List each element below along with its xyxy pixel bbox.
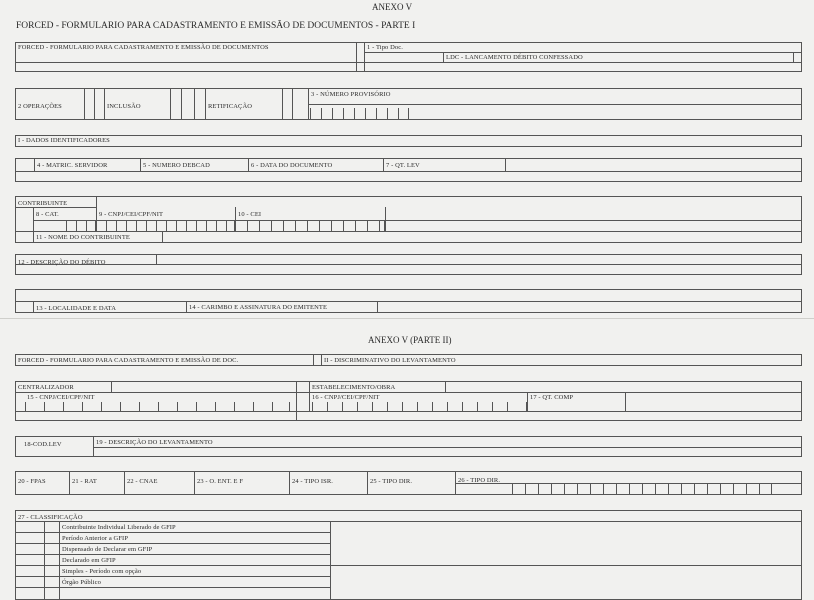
- descricao-debito-label: 12 - DESCRIÇÃO DO DÉBITO: [18, 259, 106, 266]
- inclusao-option[interactable]: INCLUSÃO: [107, 103, 141, 110]
- cnpj-label: 9 - CNPJ/CEI/CPF/NIT: [99, 211, 164, 218]
- tipo-isr-label: 24 - TIPO ISR.: [292, 478, 334, 485]
- cnpj16-label: 16 - CNPJ/CEI/CPF/NIT: [312, 394, 380, 401]
- annex-title: ANEXO V: [372, 2, 413, 12]
- classificacao-option[interactable]: Contribuinte Individual Liberado de GFIP: [62, 524, 176, 531]
- classificacao-option[interactable]: Órgão Público: [62, 579, 101, 586]
- classificacao-label: 27 - CLASSIFICAÇÃO: [18, 514, 83, 521]
- p2-form-name-label: FORCED - FORMULARIO PARA CADASTRAMENTO E EMISSÃO DE DOC.: [18, 357, 239, 364]
- part1-heading: FORCED - FORMULARIO PARA CADASTRAMENTO E EMISSÃO DE DOCUMENTOS - PARTE I: [16, 21, 416, 31]
- classificacao-option[interactable]: Dispensado de Declarar em GFIP: [62, 546, 153, 553]
- nome-contribuinte-label: 11 - NOME DO CONTRIBUINTE: [36, 234, 130, 241]
- numero-provisorio-label: 3 - NÚMERO PROVISÓRIO: [311, 91, 391, 98]
- retificacao-option[interactable]: RETIFICAÇÃO: [208, 103, 253, 110]
- descricao-lev-label: 19 - DESCRIÇÃO DO LEVANTAMENTO: [96, 439, 213, 446]
- cnpj15-cells[interactable]: [25, 402, 290, 411]
- part2-heading: ANEXO V (PARTE II): [368, 335, 452, 345]
- localidade-data-label: 13 - LOCALIDADE E DATA: [36, 305, 117, 312]
- cat-cells[interactable]: [66, 220, 96, 231]
- o-ent-label: 23 - O. ENT. E F: [197, 478, 244, 485]
- cod-lev-label: 18-COD.LEV: [24, 441, 62, 448]
- data-documento-label: 6 - DATA DO DOCUMENTO: [251, 162, 333, 169]
- estabelecimento-label: ESTABELECIMENTO/OBRA: [312, 384, 396, 391]
- matric-servidor-label: 4 - MATRIC. SERVIDOR: [37, 162, 108, 169]
- cat-label: 8 - CAT.: [36, 211, 59, 218]
- tipo-doc-label: 1 - Tipo Doc.: [367, 44, 403, 51]
- rat-label: 21 - RAT: [72, 478, 97, 485]
- cei-label: 10 - CEI: [238, 211, 262, 218]
- fpas-label: 20 - FPAS: [18, 478, 46, 485]
- tipo-dir2-label: 26 - TIPO DIR.: [458, 477, 501, 484]
- dados-identificadores-label: I - DADOS IDENTIFICADORES: [18, 137, 110, 144]
- cnpj-cells[interactable]: [96, 220, 235, 231]
- cnae-label: 22 - CNAE: [127, 478, 158, 485]
- operacoes-label: 2 OPERAÇÕES: [18, 103, 62, 110]
- cnpj15-label: 15 - CNPJ/CEI/CPF/NIT: [27, 394, 95, 401]
- tipo-dir1-label: 25 - TIPO DIR.: [370, 478, 413, 485]
- numero-debcad-label: 5 - NUMERO DEBCAD: [143, 162, 210, 169]
- form-name-label: FORCED - FORMULARIO PARA CADASTRAMENTO E EMISSÃO DE DOCUMENTOS: [18, 44, 269, 51]
- qt-comp-label: 17 - QT. COMP: [530, 394, 574, 401]
- discriminativo-label: II - DISCRIMINATIVO DO LEVANTAMENTO: [324, 357, 456, 364]
- carimbo-label: 14 - CARIMBO E ASSINATURA DO EMITENTE: [189, 304, 328, 311]
- paper-fold: [0, 318, 814, 319]
- tipo-dir2-cells[interactable]: [512, 483, 772, 495]
- centralizador-label: CENTRALIZADOR: [18, 384, 74, 391]
- classificacao-option[interactable]: Declarado em GFIP: [62, 557, 116, 564]
- tipo-doc-value: LDC - LANCAMENTO DÉBITO CONFESSADO: [446, 54, 583, 61]
- classificacao-option[interactable]: Período Anterior a GFIP: [62, 535, 129, 542]
- numero-provisorio-cells[interactable]: [310, 108, 409, 120]
- cnpj16-cells[interactable]: [312, 402, 527, 411]
- centralizador-box: [15, 381, 802, 421]
- dados-identificadores-box: [15, 135, 802, 147]
- contribuinte-label: CONTRIBUINTE: [18, 200, 68, 207]
- qt-lev-label: 7 - QT. LEV: [386, 162, 420, 169]
- classificacao-option[interactable]: Simples - Período com opção: [62, 568, 142, 575]
- cei-cells[interactable]: [235, 220, 385, 231]
